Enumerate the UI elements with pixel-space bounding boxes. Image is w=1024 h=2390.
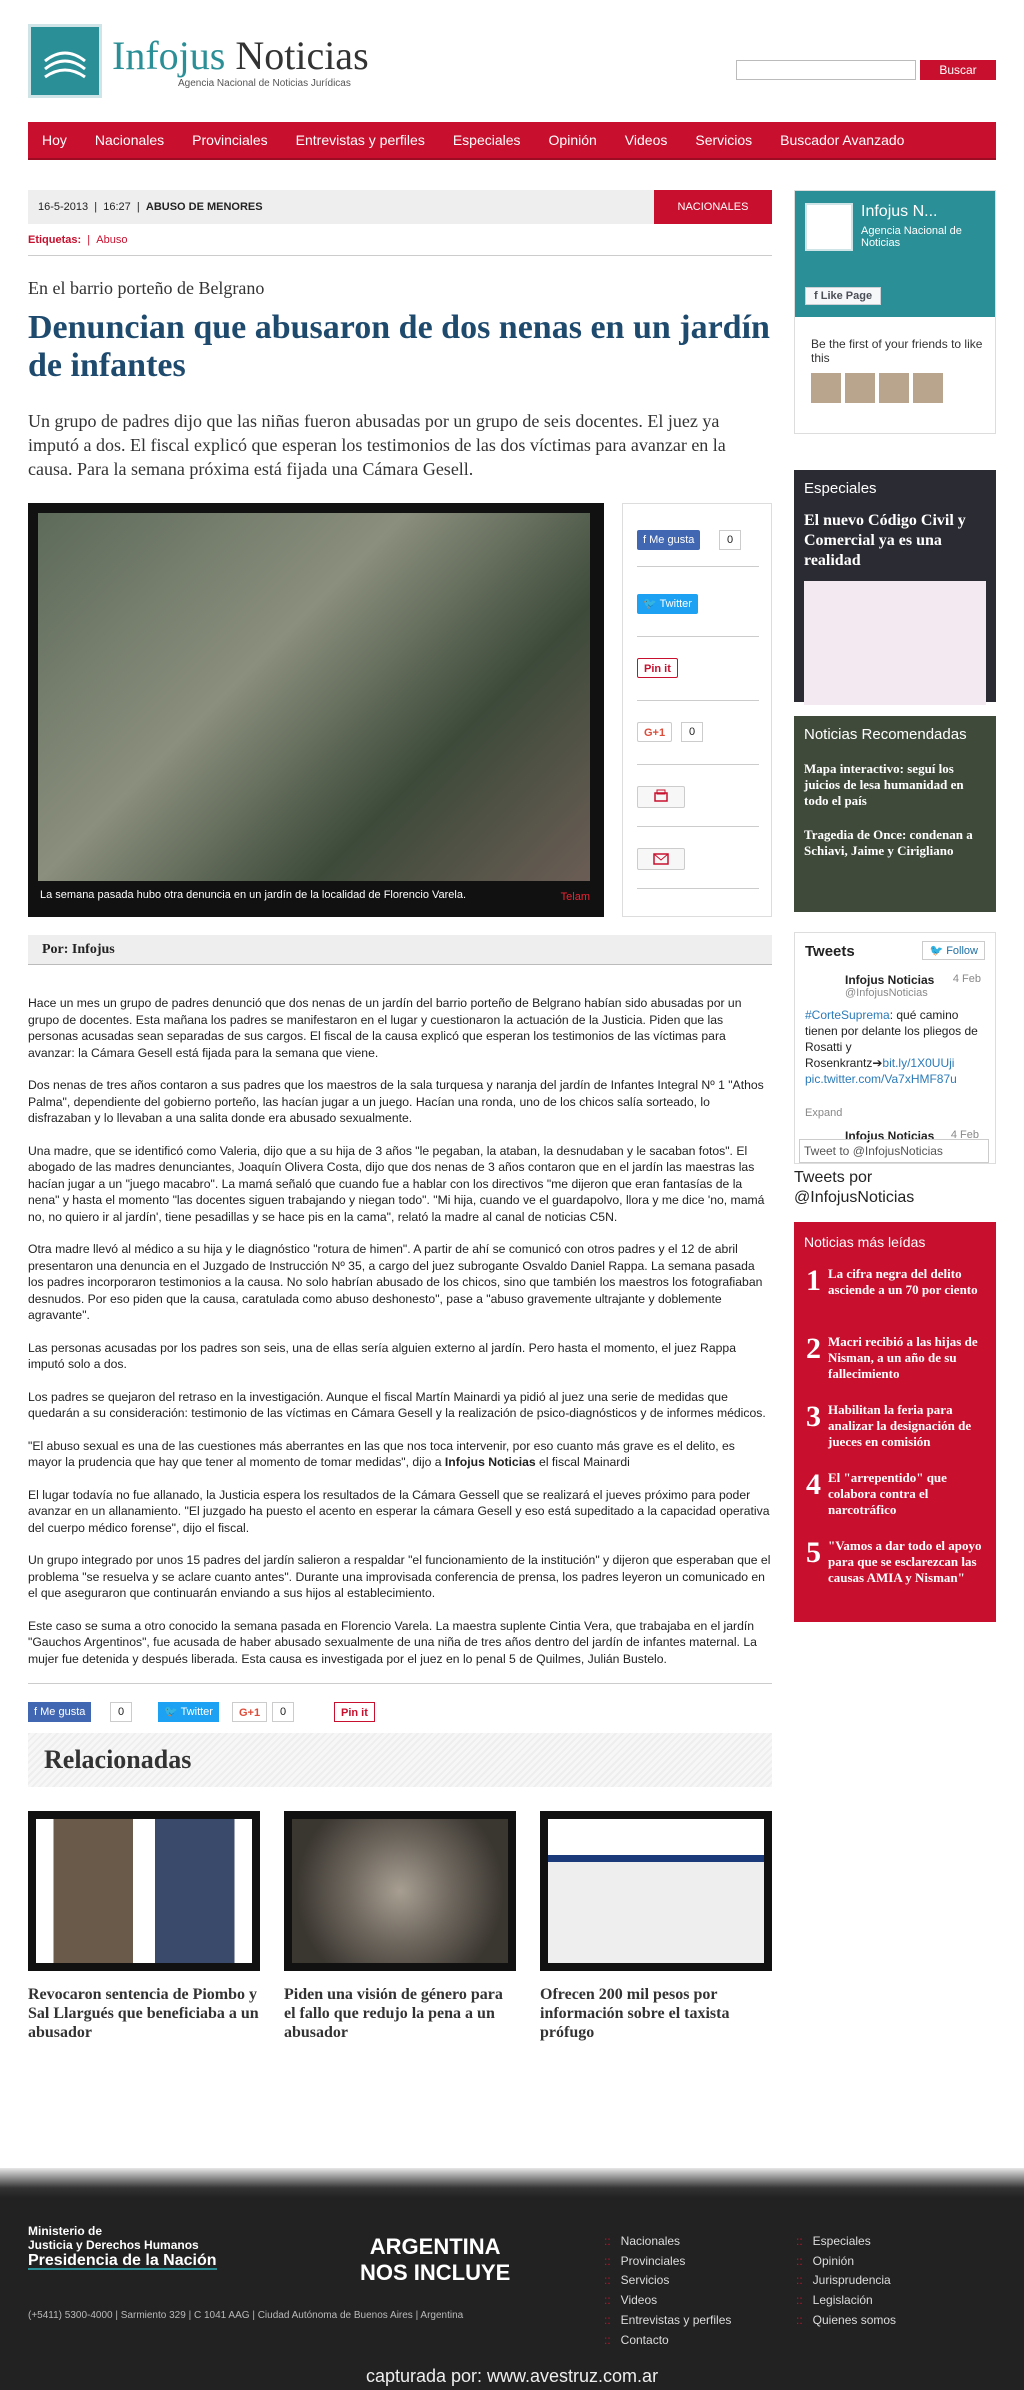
article (28, 190, 772, 2042)
most-read-heading: Noticias más leídas (804, 1234, 926, 1250)
article-topic[interactable]: ABUSO DE MENORES (145, 201, 263, 213)
tweet-date: 4 Feb (950, 1129, 979, 1141)
tweets-heading: Tweets (805, 943, 855, 960)
article-headline: Denuncian que abusaron de dos nenas en un jardín de infantes (28, 309, 770, 384)
tweet-date: 4 Feb (952, 973, 981, 985)
related-list (28, 1811, 772, 2042)
most-read-panel (794, 1222, 996, 1622)
footer-link[interactable]: :: Legislación (796, 2293, 873, 2307)
site-title: Infojus Noticias (112, 33, 369, 78)
site-subtitle: Agencia Nacional de Noticias Jurídicas (178, 78, 351, 89)
most-read-item[interactable]: 5 "Vamos a dar todo el apoyo para que se esclarezcan las causas AMIA y Nisman" (806, 1536, 982, 1585)
facebook-count: 0 (110, 1702, 132, 1722)
facebook-like-page-button[interactable]: f Like Page (805, 287, 881, 305)
body-paragraph: Las personas acusadas por los padres son seis, una de ellas sería alguien externo al jardín. Pero hasta el momento, el juez Rappa imputó solo a dos. (28, 1340, 736, 1371)
photo-caption: La semana pasada hubo otra denuncia en un jardín de la localidad de Florencio Varela. (40, 889, 467, 901)
tags-label: Etiquetas: (28, 234, 82, 246)
footer-link[interactable]: :: Provinciales (604, 2254, 685, 2268)
related-thumb (28, 1811, 260, 1971)
most-read-item[interactable]: 3 Habilitan la feria para analizar la designación de jueces en comisión (806, 1400, 972, 1449)
divider (637, 764, 759, 765)
nav-item-hoy[interactable]: Hoy (42, 132, 67, 148)
nav-item-buscador[interactable]: Buscador Avanzado (780, 132, 905, 148)
twitter-button[interactable]: 🐦 Twitter (158, 1702, 219, 1722)
argentina-logo: ARGENTINA NOS INCLUYE (360, 2234, 511, 2285)
google-plus-button[interactable]: G+1 (232, 1702, 267, 1722)
related-item[interactable] (284, 1811, 516, 2042)
footer-link[interactable]: :: Jurisprudencia (796, 2273, 891, 2287)
divider (637, 566, 759, 567)
divider (637, 826, 759, 827)
nav-item-entrevistas[interactable]: Entrevistas y perfiles (295, 132, 425, 148)
related-item[interactable] (540, 1811, 772, 2042)
footer-link[interactable]: :: Opinión (796, 2254, 854, 2268)
facebook-widget (794, 190, 996, 434)
photo-source: Telam (560, 891, 590, 903)
article-date: 16-5-2013 (38, 201, 89, 213)
tweets-by-link[interactable]: Tweets por @InfojusNoticias (794, 1169, 915, 1206)
divider (637, 888, 759, 889)
article-meta: 16-5-2013 | 16:27 | ABUSO DE MENORES NACIONALES (28, 190, 772, 224)
twitter-follow-button[interactable]: 🐦 Follow (922, 941, 985, 960)
facebook-page-subtitle: Agencia Nacional de Noticias (861, 225, 962, 249)
site-footer (0, 2168, 1024, 2390)
capture-credit: capturada por: www.avestruz.com.ar (365, 2366, 659, 2386)
divider (637, 700, 759, 701)
article-kicker: En el barrio porteño de Belgrano (28, 278, 265, 298)
footer-link[interactable]: :: Nacionales (604, 2234, 680, 2248)
avatar[interactable] (879, 373, 909, 403)
especiales-image[interactable] (804, 581, 986, 705)
nav-item-opinion[interactable]: Opinión (548, 132, 597, 148)
recommended-panel (794, 716, 996, 912)
related-title[interactable]: Ofrecen 200 mil pesos por información sobre el taxista prófugo (540, 1986, 730, 2041)
byline: Por: Infojus (28, 935, 772, 965)
avatar[interactable] (913, 373, 943, 403)
nav-item-provinciales[interactable]: Provinciales (192, 132, 268, 148)
article-body (28, 995, 772, 1667)
especiales-heading: Especiales (804, 480, 877, 497)
section-badge[interactable]: NACIONALES (654, 190, 772, 224)
twitter-button[interactable]: 🐦 Twitter (637, 594, 698, 614)
google-plus-button[interactable]: G+1 (637, 722, 672, 742)
article-time: 16:27 (103, 201, 131, 213)
recommended-heading: Noticias Recomendadas (804, 726, 967, 743)
nav-item-especiales[interactable]: Especiales (452, 132, 521, 148)
share-panel (622, 503, 772, 917)
avatar[interactable] (845, 373, 875, 403)
nav-item-videos[interactable]: Videos (624, 132, 668, 148)
main-nav (28, 122, 996, 160)
related-item[interactable] (28, 1811, 260, 2042)
google-plus-count: 0 (681, 722, 703, 742)
search-input[interactable] (736, 60, 916, 80)
body-paragraph: El lugar todavía no fue allanado, la Justicia espera los resultados de la Cámara Gessell que se realizará el jueves próximo para poder avanzar en un allanamiento. "El juzgado ha puesto el acento en esperar la cámara Gesell y eso está supeditado a la capacidad operativa del cuerpo médico forense", dijo el fiscal. (28, 1487, 770, 1535)
footer-link[interactable]: :: Contacto (604, 2333, 669, 2347)
most-read-item[interactable]: 2 Macri recibió a las hijas de Nisman, a un año de su fallecimiento (806, 1332, 978, 1381)
recommended-item[interactable]: Mapa interactivo: seguí los juicios de lesa humanidad en todo el país (804, 761, 964, 808)
related-title[interactable]: Piden una visión de género para el fallo que redujo la pena a un abusador (284, 1986, 503, 2041)
especiales-title[interactable]: El nuevo Código Civil y Comercial ya es una realidad (804, 512, 966, 569)
page-avatar (805, 203, 853, 251)
article-lead: Un grupo de padres dijo que las niñas fueron abusadas por un grupo de seis docentes. El juez ya imputó a dos. El fiscal explicó que esperan los testimonios de las dos víctimas para avanzar en la causa. Para la semana próxima está fijada una Cámara Gesell. (28, 411, 726, 479)
article-photo[interactable] (28, 503, 604, 917)
email-icon[interactable] (637, 848, 685, 870)
search-form (736, 60, 996, 82)
most-read-item[interactable]: 4 El "arrepentido" que colabora contra el narcotráfico (806, 1468, 947, 1517)
related-thumb (540, 1811, 772, 1971)
site-logo[interactable] (28, 24, 408, 100)
print-icon[interactable] (637, 786, 685, 808)
body-paragraph: Este caso se suma a otro conocido la semana pasada en Florencio Varela. La maestra suplente Cintia Vera, que trabajaba en el jardín "Gauchos Argentinos", fue acusada de haber abusado sexualmente de una niña de tres años dentro del jardín de infantes maternal. La mujer fue detenida y después liberada. Esta causa es investigada por el juez en lo penal 5 de Quilmes, Julián Bustelo. (28, 1618, 757, 1666)
tweet-text: #CorteSuprema: qué camino tienen por delante los pliegos de Rosatti y Rosenkrantz➔bit.ly/1X0UUji pic.twitter.com/Va7xHMF87u (805, 1008, 978, 1086)
friend-avatars (811, 373, 943, 403)
tags-row: Etiquetas: | Abuso (28, 234, 772, 256)
nav-item-nacionales[interactable]: Nacionales (94, 132, 165, 148)
body-paragraph: Hace un mes un grupo de padres denunció que dos nenas de un jardín del barrio porteño de Belgrano habían sido abusadas por un grupo de docentes. Esta mañana los padres se manifestaron en el lugar y cuestionaron la actuación de la Justicia. Piden que las personas acusadas sean separadas de sus cargos. El fiscal de la causa explicó que esperan los testimonios de las víctimas para avanzar: la Cámara Gesell está fijada para la semana que viene. (28, 996, 742, 1060)
footer-link[interactable]: :: Quienes somos (796, 2313, 896, 2327)
tweet-handle: @InfojusNoticias (845, 987, 928, 999)
divider (637, 636, 759, 637)
facebook-count: 0 (719, 530, 741, 550)
facebook-page-title: Infojus N... (861, 203, 938, 220)
search-button[interactable]: Buscar (920, 60, 996, 80)
footer-link[interactable]: :: Videos (604, 2293, 657, 2307)
avatar[interactable] (811, 373, 841, 403)
footer-link[interactable]: :: Especiales (796, 2234, 871, 2248)
footer-links-col1 (604, 2232, 731, 2350)
nav-item-servicios[interactable]: Servicios (695, 132, 753, 148)
related-title[interactable]: Revocaron sentencia de Piombo y Sal Llargués que beneficiaba a un abusador (28, 1986, 259, 2041)
footer-link[interactable]: :: Entrevistas y perfiles (604, 2313, 731, 2327)
body-paragraph: Otra madre llevó al médico a su hija y le diagnóstico "rotura de himen". A partir de ahí se comunicó con otros padres y el 12 de abril presentaron una denuncia en el Juzgado de Instrucción Nº 35, a cargo del juez subrogante Osvaldo Daniel Rappa. La semana pasada los padres incorporaron testimonios a la causa. No solo habrían abusado de los chicos, sino que también los maestros los fotografiaban desnudos. Por eso piden que la causa, caratulada como abuso deshonesto", pase a "abuso gravemente ultrajante y doblemente agravante". (28, 1242, 763, 1322)
tag-link[interactable]: Abuso (96, 234, 128, 246)
tweet-author[interactable]: Infojus Noticias (845, 1129, 935, 1143)
footer-links-col2 (796, 2232, 896, 2331)
facebook-like-button[interactable]: f Me gusta (28, 1702, 91, 1722)
tweet-input[interactable]: Tweet to @InfojusNoticias (799, 1139, 989, 1163)
tweet-expand-link[interactable]: Expand (805, 1107, 843, 1119)
footer-link[interactable]: :: Servicios (604, 2273, 669, 2287)
sidebar (794, 190, 996, 1622)
facebook-like-text: Be the first of your friends to like this (811, 337, 983, 365)
body-paragraph: Una madre, que se identificó como Valeria, dijo que a su hija de 3 años "le pegaban, la ataban, la desnudaban y le sacaban fotos". El abogado de las madres denunciantes, Joaquín Olivera Costa, dijo que dos nenas de 3 años contaron que en el jardín las maestras las hacían jugar a un "juego macabro". La mamá señaló que cuando fue a hablar con los directivos "me dijeron que eran fantasías de la nena" y hasta el momento "las docentes siguen trabajando y niegan todo". "Mi hija, cuando ve el guardapolvo, llora y me dice 'no, mamá no, no quiero ir al jardín', tiene pesadillas y se hace pis en la cama", relató la madre al canal de noticias C5N. (28, 1143, 765, 1224)
body-paragraph: Dos nenas de tres años contaron a sus padres que los maestros de la sala turquesa y naranja del jardín de Infantes Integral Nº 1 "Athos Palma", dependiente del gobierno porteño, las hacían jugar a un juego. Hacían una ronda, uno de los chicos salía sorteado, lo disfrazaban y lo llevaban a una salita donde era abusado sexualmente. (28, 1078, 764, 1125)
body-quote: "El abuso sexual es una de las cuestiones más aberrantes en las que nos toca intervenir, por eso cuanto más grave es el delito, es mayor la prudencia que hay que tener al momento de tomar medidas", dijo a Infojus Noticias el fiscal Mainardi (28, 1438, 735, 1469)
tweet (805, 973, 981, 1087)
especiales-panel (794, 470, 996, 702)
footer-address: (+5411) 5300-4000 | Sarmiento 329 | C 1041 AAG | Ciudad Autónoma de Buenos Aires | Argentina (28, 2310, 464, 2321)
facebook-like-button[interactable]: f Me gusta (637, 530, 700, 550)
related-thumb (284, 1811, 516, 1971)
ministry-logo[interactable]: Ministerio de Justicia y Derechos Humanos Presidencia de la Nación (28, 2224, 217, 2269)
most-read-item[interactable]: 1 La cifra negra del delito asciende a un 70 por ciento (806, 1264, 978, 1297)
pinterest-button[interactable]: Pin it (637, 658, 678, 678)
related-heading: Relacionadas (28, 1733, 772, 1787)
recommended-item[interactable]: Tragedia de Once: condenan a Schiavi, Jaime y Cirigliano (804, 827, 973, 858)
media-row (28, 503, 772, 917)
body-paragraph: Un grupo integrado por unos 15 padres del jardín salieron a respaldar "el funcionamiento de la institución" y dijeron que esperaban que el problema "se resuelva y se aclare cuanto antes". Durante una improvisada conferencia de prensa, los padres leyeron un comunicado en el que aseguraron que continuarán enviando a sus hijos al establecimiento. (28, 1553, 771, 1600)
bottom-share-bar (28, 1683, 772, 1723)
body-paragraph: Los padres se quejaron del retraso en la investigación. Aunque el fiscal Martín Mainardi ya pidió al juez una serie de medidas que quedarán a su consideración: testimonio de las víctimas en Cámara Gesell y la realización de psico-diagnósticos y de informes médicos. (28, 1389, 766, 1420)
book-logo-icon (28, 24, 102, 98)
google-plus-count: 0 (272, 1702, 294, 1722)
pinterest-button[interactable]: Pin it (334, 1702, 375, 1722)
tweet-author[interactable]: Infojus Noticias (845, 973, 935, 987)
twitter-widget (794, 932, 996, 1164)
protest-photo (38, 513, 590, 881)
